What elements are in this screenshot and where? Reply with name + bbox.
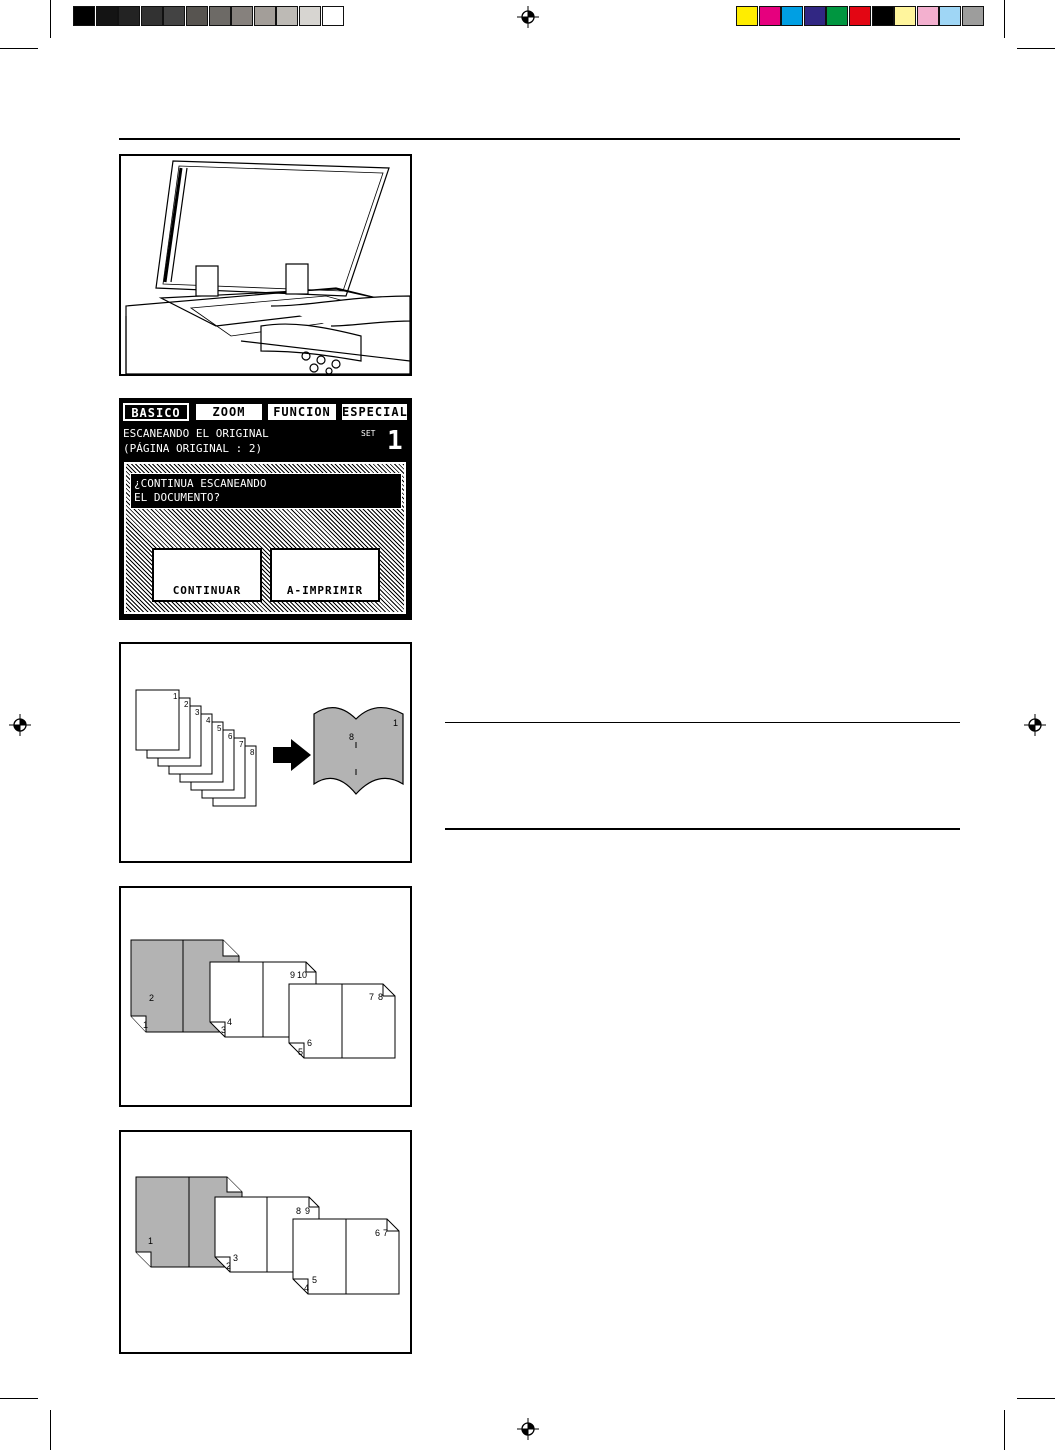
page-number: 1 <box>173 692 178 701</box>
booklet-label: 1 <box>393 718 399 728</box>
registration-mark-right <box>1024 714 1046 736</box>
booklet-shape <box>314 708 403 794</box>
gray-swatch <box>322 6 344 26</box>
question-box <box>130 473 402 509</box>
color-swatch <box>917 6 939 26</box>
page-label: 8 <box>378 992 384 1002</box>
color-swatch <box>736 6 758 26</box>
page-label: 4 <box>304 1283 310 1293</box>
page-label: 6 <box>307 1038 313 1048</box>
page-label: 9 <box>305 1206 311 1216</box>
color-swatch <box>894 6 916 26</box>
spread-diagram-1-frame <box>119 886 412 1107</box>
tab-zoom[interactable]: ZOOM <box>195 403 263 421</box>
color-swatch <box>781 6 803 26</box>
crop-mark <box>1017 48 1055 49</box>
section-rule <box>445 828 960 830</box>
page-label: 5 <box>312 1275 318 1285</box>
dialog-area <box>122 460 408 616</box>
registration-mark-bottom <box>517 1418 539 1440</box>
page-number: 7 <box>239 740 244 749</box>
page-label: 3 <box>221 1025 227 1035</box>
page-label: 2 <box>226 1261 232 1271</box>
copier-control-panel <box>119 398 412 620</box>
crop-mark <box>1004 1410 1005 1450</box>
color-swatch <box>962 6 984 26</box>
page-label: 7 <box>369 992 375 1002</box>
color-swatch <box>939 6 961 26</box>
crop-mark <box>1004 0 1005 38</box>
continue-button[interactable]: CONTINUAR <box>152 548 262 602</box>
crop-mark <box>0 48 38 49</box>
page-label: 9 <box>290 970 296 980</box>
page-label: 3 <box>233 1253 239 1263</box>
copier-illustration-frame <box>119 154 412 376</box>
page-label: 2 <box>149 993 155 1003</box>
page-label: 8 <box>296 1206 302 1216</box>
color-swatch <box>804 6 826 26</box>
spread-diagram-2 <box>121 1132 410 1352</box>
tab-funcion[interactable]: FUNCION <box>267 403 337 421</box>
booklet-label: 8 <box>349 732 355 742</box>
page-label: 1 <box>143 1020 149 1030</box>
page-number: 3 <box>195 708 200 717</box>
crop-mark <box>50 0 51 38</box>
page-number: 2 <box>184 700 189 709</box>
status-line-scanning: ESCANEANDO EL ORIGINAL <box>123 427 269 440</box>
gray-swatch <box>141 6 163 26</box>
header-rule <box>119 138 960 140</box>
color-swatch <box>826 6 848 26</box>
color-swatch <box>759 6 781 26</box>
page-number: 8 <box>250 748 255 757</box>
color-swatch <box>872 6 894 26</box>
gray-swatch <box>276 6 298 26</box>
copier-lid-illustration <box>121 156 410 374</box>
section-rule <box>445 722 960 723</box>
registration-mark-left <box>9 714 31 736</box>
gray-swatch <box>163 6 185 26</box>
booklet-diagram-frame <box>119 642 412 863</box>
tab-basico[interactable]: BASICO <box>123 403 189 421</box>
question-text: ¿CONTINUA ESCANEANDO EL DOCUMENTO? <box>134 477 267 504</box>
gray-swatch <box>209 6 231 26</box>
page-label: 1 <box>148 1236 154 1246</box>
gray-swatch <box>73 6 95 26</box>
spread-diagram-2-frame <box>119 1130 412 1354</box>
arrow-icon <box>273 739 311 771</box>
page-number: 6 <box>228 732 233 741</box>
tab-especial[interactable]: ESPECIAL <box>342 405 408 419</box>
gray-swatch <box>299 6 321 26</box>
color-swatch <box>849 6 871 26</box>
page-label: 6 <box>375 1228 381 1238</box>
gray-swatch <box>186 6 208 26</box>
page-label: 10 <box>297 970 308 980</box>
gray-swatch <box>96 6 118 26</box>
gray-swatch <box>254 6 276 26</box>
crop-mark <box>0 1398 38 1399</box>
status-line-page: (PÁGINA ORIGINAL : 2) <box>123 442 263 455</box>
crop-mark <box>50 1410 51 1450</box>
gray-swatch <box>231 6 253 26</box>
spread-diagram-1 <box>121 888 410 1105</box>
page-number: 5 <box>217 724 222 733</box>
page-label: 5 <box>298 1047 304 1057</box>
crop-mark <box>1017 1398 1055 1399</box>
booklet-diagram <box>121 644 410 861</box>
set-label: SET <box>361 429 376 438</box>
print-button[interactable]: A-IMPRIMIR <box>270 548 380 602</box>
set-count: 1 <box>387 426 403 456</box>
gray-swatch <box>118 6 140 26</box>
registration-mark-top <box>517 6 539 28</box>
page-label: 7 <box>383 1228 389 1238</box>
page-number: 4 <box>206 716 211 725</box>
page-label: 4 <box>227 1017 233 1027</box>
